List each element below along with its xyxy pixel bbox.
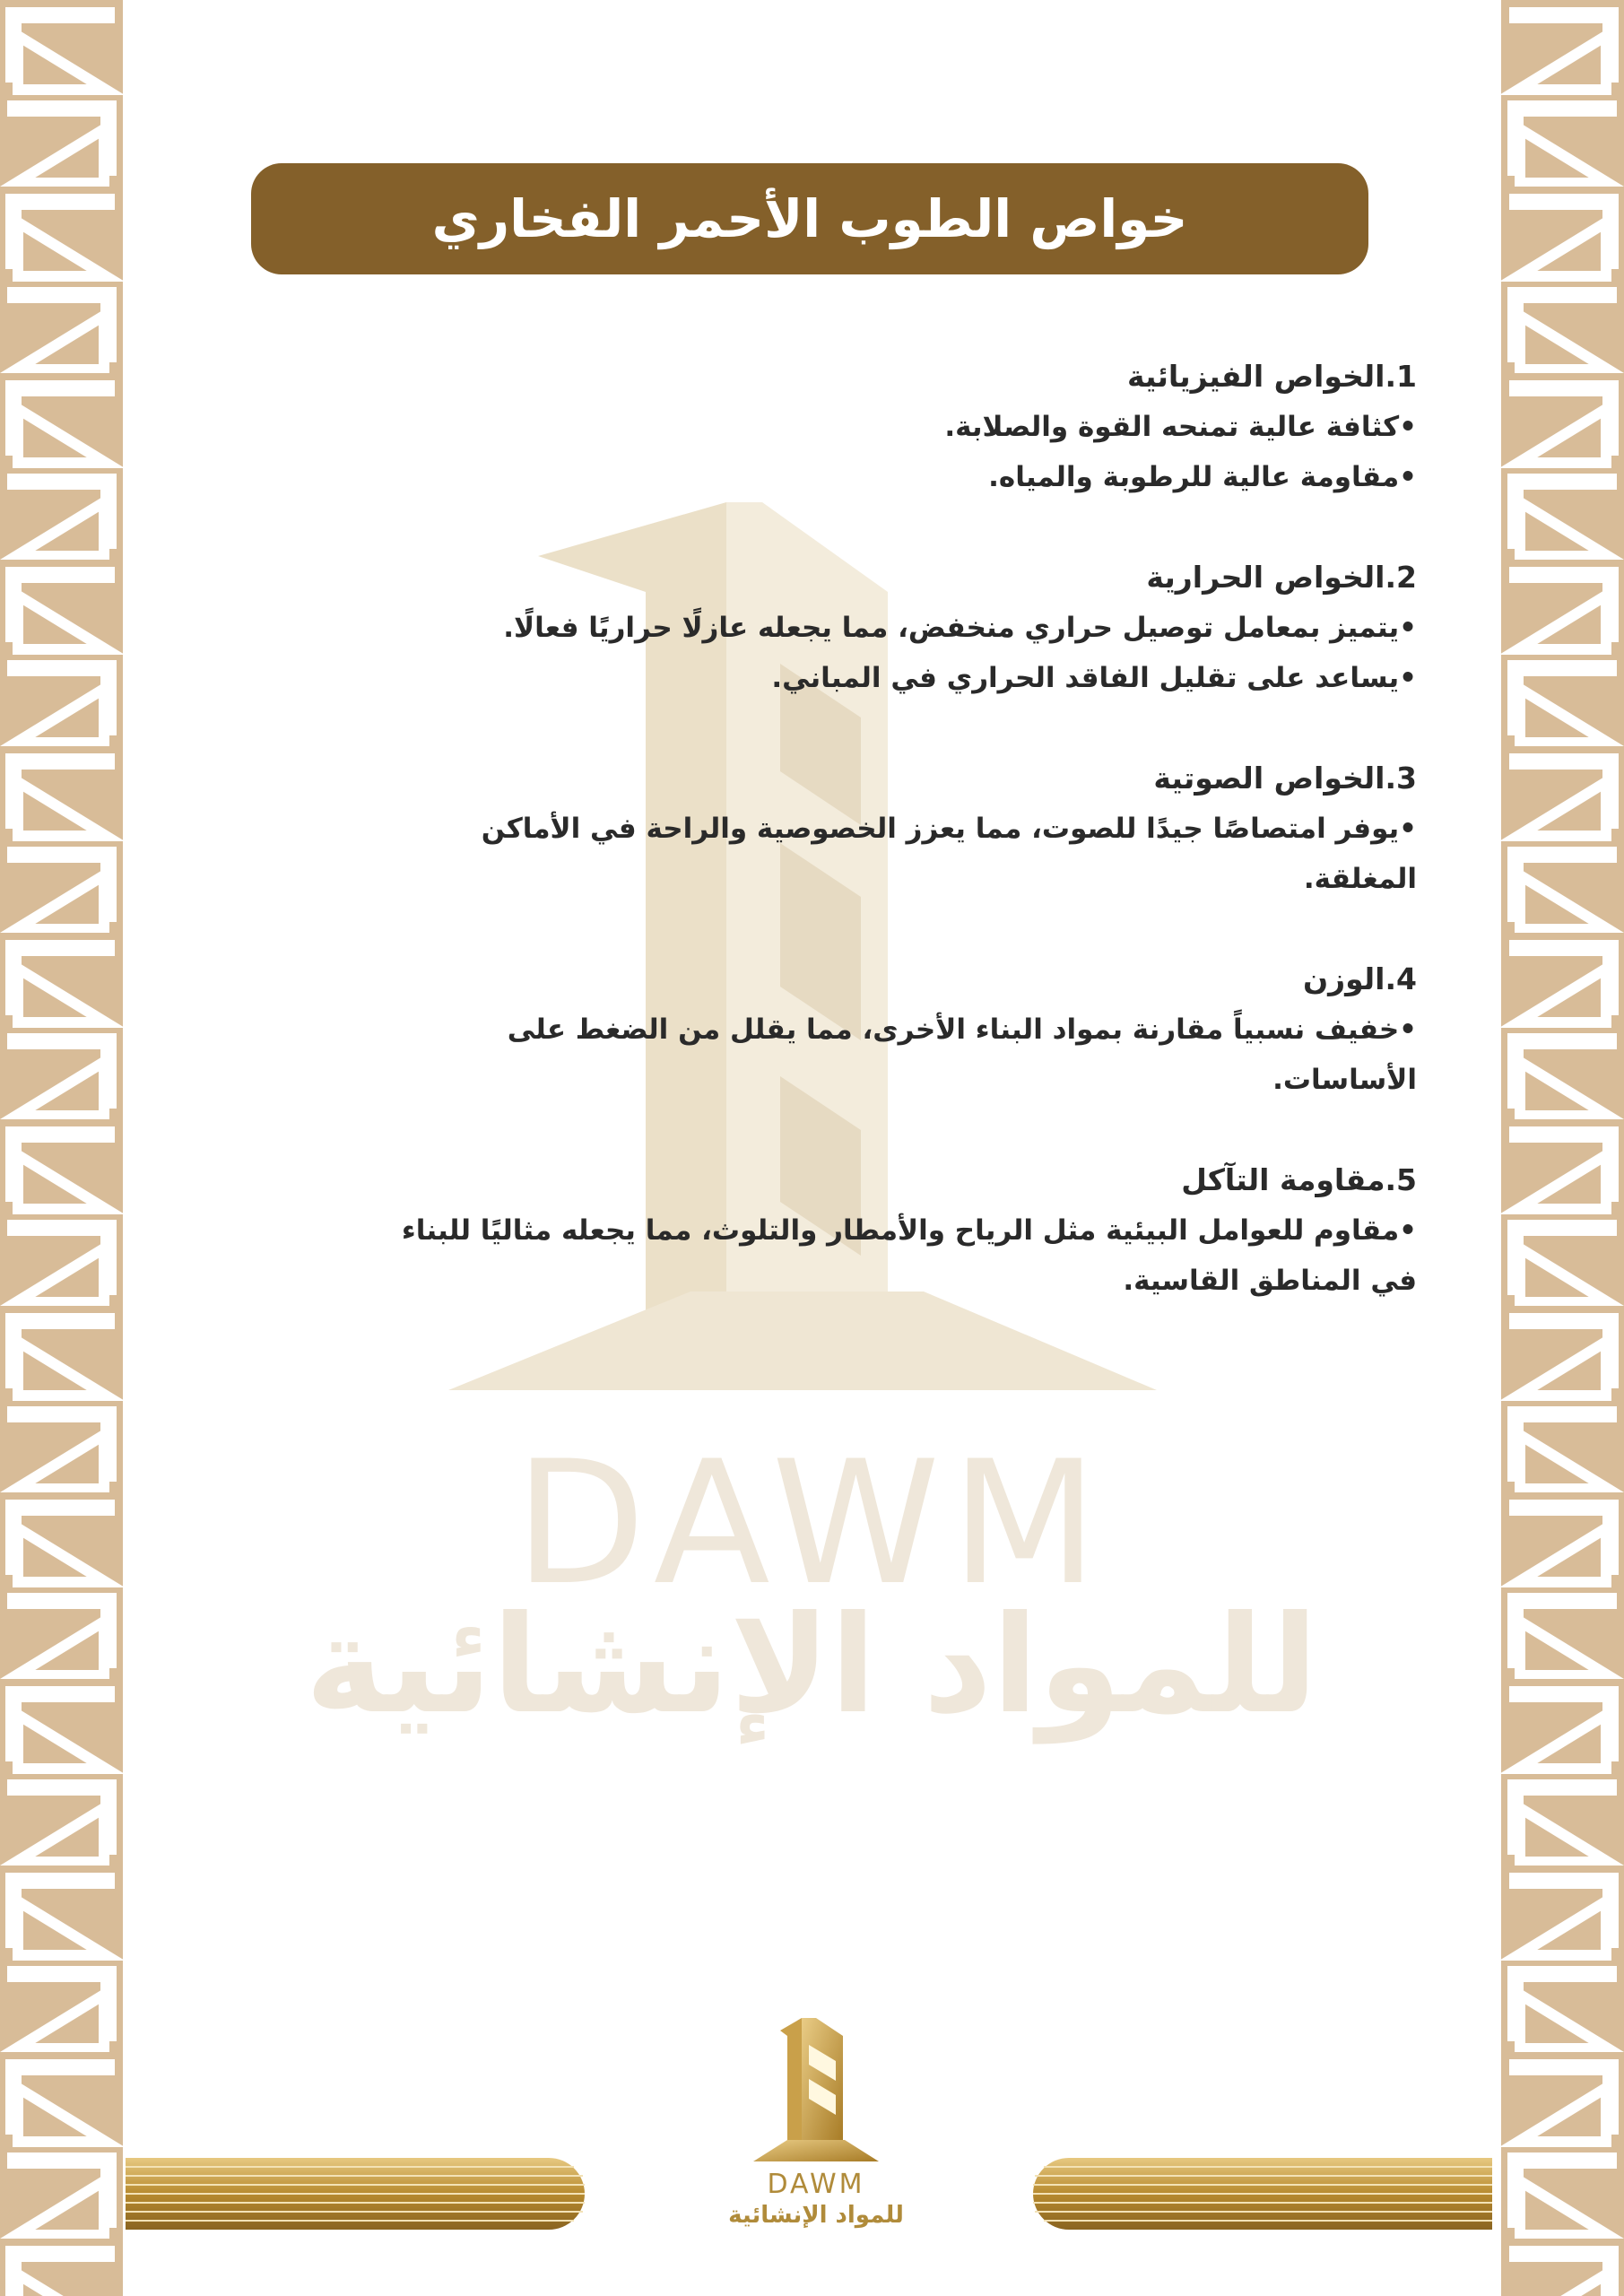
bullet-item: •يساعد على تقليل الفاقد الحراري في المباني. — [771, 662, 1417, 694]
footer-brand-arabic: للمواد الإنشائية — [728, 2202, 904, 2229]
page-title: خواص الطوب الأحمر الفخاري — [431, 188, 1188, 249]
footer-stripes-left — [126, 2158, 585, 2230]
section-thermal — [359, 552, 1417, 703]
section-physical — [359, 352, 1417, 502]
watermark-brand-arabic: للمواد الإنشائية — [305, 1587, 1318, 1744]
bullet-item: •يتميز بمعامل توصيل حراري منخفض، مما يجعله عازلًا حراريًا فعالًا. — [503, 612, 1417, 644]
section-heading: 3.الخواص الصوتية — [1153, 761, 1417, 796]
section-heading: 4.الوزن — [1302, 961, 1417, 996]
footer-brand-latin: DAWM — [767, 2169, 865, 2200]
section-weight — [359, 954, 1417, 1105]
watermark-brand-latin: DAWM — [514, 1424, 1109, 1622]
footer-building-logo-icon — [690, 2018, 942, 2233]
right-geometric-border — [1501, 0, 1624, 2296]
bullet-item: •خفيف نسبياً مقارنة بمواد البناء الأخرى، مما يقلل من الضغط على الأساسات. — [507, 1013, 1417, 1096]
section-heading: 2.الخواص الحرارية — [1146, 560, 1417, 595]
section-heading: 5.مقاومة التآكل — [1181, 1162, 1417, 1197]
properties-content — [359, 352, 1417, 1356]
bullet-item: •كثافة عالية تمنحه القوة والصلابة. — [944, 411, 1417, 443]
footer-stripes-right — [1033, 2158, 1492, 2230]
bullet-item: •مقاومة عالية للرطوبة والمياه. — [988, 461, 1417, 493]
section-heading: 1.الخواص الفيزيائية — [1127, 359, 1417, 394]
title-banner — [251, 163, 1368, 274]
bullet-item: •يوفر امتصاصًا جيدًا للصوت، مما يعزز الخصوصية والراحة في الأماكن المغلقة. — [481, 813, 1417, 895]
bullet-item: •مقاوم للعوامل البيئية مثل الرياح والأمطار والتلوث، مما يجعله مثاليًا للبناء في المناطق القاسية. — [401, 1214, 1417, 1297]
left-geometric-border — [0, 0, 123, 2296]
section-corrosion — [359, 1155, 1417, 1306]
section-acoustic — [359, 753, 1417, 904]
